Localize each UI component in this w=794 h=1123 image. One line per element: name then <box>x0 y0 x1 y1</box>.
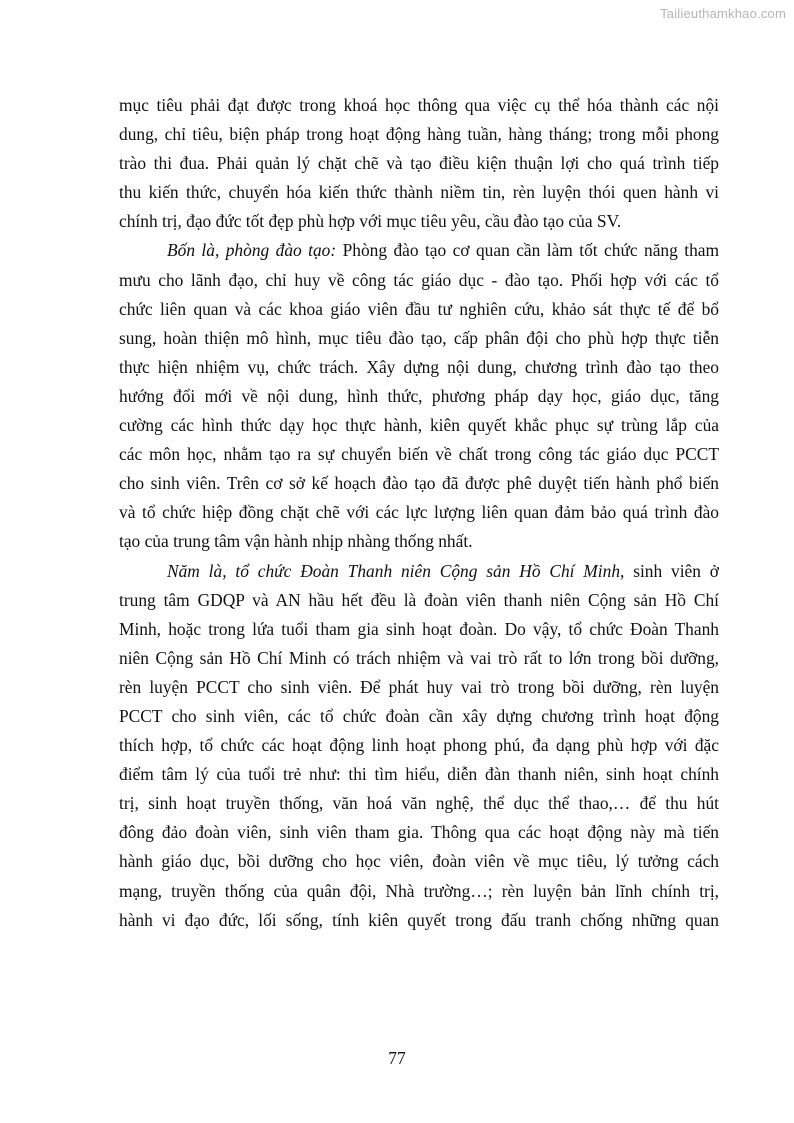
text-line <box>119 586 719 615</box>
text-line <box>119 527 719 556</box>
line-text: dung, chỉ tiêu, biện pháp trong hoạt động hàng tuần, hàng tháng; trong mỗi phong <box>119 124 719 145</box>
text-line <box>119 673 719 702</box>
text-line <box>119 877 719 906</box>
line-text: PCCT cho sinh viên, các tổ chức đoàn cần xây dựng chương trình hoạt động <box>119 705 719 726</box>
line-text: chức liên quan và các khoa giáo viên đầu tư nghiên cứu, khảo sát thực tế để bổ <box>119 298 719 319</box>
line-text: cho sinh viên. Trên cơ sở kế hoạch đào tạo đã được phê duyệt tiến hành phổ biến <box>119 473 719 494</box>
line-text: rèn luyện PCCT cho sinh viên. Để phát huy vai trò trong bồi dưỡng, rèn luyện <box>119 676 719 697</box>
paragraph <box>119 91 719 236</box>
text-line <box>119 149 719 178</box>
line-text: Phòng đào tạo cơ quan cần làm tốt chức năng tham <box>336 240 719 261</box>
paragraph <box>119 236 719 556</box>
text-line <box>119 295 719 324</box>
text-line <box>119 789 719 818</box>
line-text: chính trị, đạo đức tốt đẹp phù hợp với mục tiêu yêu, cầu đào tạo của SV. <box>119 211 622 232</box>
text-line <box>119 760 719 789</box>
line-text: cường các hình thức dạy học thực hành, kiên quyết khắc phục sự trùng lắp của <box>119 415 719 436</box>
text-line <box>119 906 719 935</box>
line-text: mục tiêu phải đạt được trong khoá học thông qua việc cụ thể hóa thành các nội <box>119 95 719 115</box>
line-text: điểm tâm lý của tuổi trẻ như: thi tìm hiểu, diễn đàn thanh niên, sinh hoạt chính <box>119 764 719 785</box>
text-line <box>119 324 719 353</box>
line-text: trào thi đua. Phải quản lý chặt chẽ và tạo điều kiện thuận lợi cho quá trình tiếp <box>119 153 719 174</box>
line-text: thu kiến thức, chuyển hóa kiến thức thành niềm tin, rèn luyện thói quen hành vi <box>119 182 719 203</box>
text-line <box>119 411 719 440</box>
line-text: Minh, hoặc trong lứa tuổi tham gia sinh hoạt đoàn. Do vậy, tổ chức Đoàn Thanh <box>119 618 719 639</box>
text-line <box>119 469 719 498</box>
italic-lead: Năm là, tổ chức Đoàn Thanh niên Cộng sản Hồ Chí Minh <box>167 560 621 581</box>
line-text: thực hiện nhiệm vụ, chức trách. Xây dựng nội dung, chương trình đào tạo theo <box>119 356 719 377</box>
line-text: hành vi đạo đức, lối sống, tính kiên quyết trong đấu tranh chống những quan <box>119 909 719 930</box>
text-line <box>119 120 719 149</box>
italic-lead: Bốn là, phòng đào tạo: <box>167 240 337 261</box>
text-line <box>119 382 719 411</box>
text-line <box>119 847 719 876</box>
text-line <box>119 731 719 760</box>
text-line <box>119 557 719 586</box>
text-line <box>119 615 719 644</box>
line-text: mạng, truyền thống của quân đội, Nhà trường…; rèn luyện bản lĩnh chính trị, <box>119 880 719 901</box>
line-text: trị, sinh hoạt truyền thống, văn hoá văn nghệ, thể dục thể thao,… để thu hút <box>119 793 719 814</box>
line-text: đông đảo đoàn viên, sinh viên tham gia. Thông qua các hoạt động này mà tiến <box>119 822 719 843</box>
line-text: trung tâm GDQP và AN hầu hết đều là đoàn viên thanh niên Cộng sản Hồ Chí <box>119 589 719 610</box>
page-body <box>119 91 719 935</box>
paragraph <box>119 557 719 935</box>
line-text: sung, hoàn thiện mô hình, mục tiêu đào tạo, cấp phân đội cho phù hợp thực tiễn <box>119 327 719 348</box>
line-text: tạo của trung tâm vận hành nhịp nhàng thống nhất. <box>119 531 473 552</box>
text-line <box>119 440 719 469</box>
line-text: , sinh viên ở <box>620 560 719 581</box>
line-text: hành giáo dục, bồi dưỡng cho học viên, đoàn viên về mục tiêu, lý tưởng cách <box>119 851 719 872</box>
line-text: thích hợp, tổ chức các hoạt động linh hoạt phong phú, đa dạng phù hợp với đặc <box>119 735 719 756</box>
line-text: các môn học, nhằm tạo ra sự chuyển biến về chất trong công tác giáo dục PCCT <box>119 444 719 465</box>
text-line <box>119 91 719 120</box>
line-text: và tổ chức hiệp đồng chặt chẽ với các lực lượng liên quan đảm bảo quá trình đào <box>119 502 719 523</box>
text-line <box>119 644 719 673</box>
page-number: 77 <box>388 1048 406 1068</box>
text-line <box>119 266 719 295</box>
line-text: niên Cộng sản Hồ Chí Minh có trách nhiệm và vai trò rất to lớn trong bồi dưỡng, <box>119 647 719 668</box>
watermark: Tailieuthamkhao.com <box>660 6 786 21</box>
text-line <box>119 498 719 527</box>
text-line <box>119 178 719 207</box>
text-line <box>119 818 719 847</box>
text-line <box>119 236 719 265</box>
line-text: mưu cho lãnh đạo, chỉ huy về công tác giáo dục - đào tạo. Phối hợp với các tổ <box>119 269 719 290</box>
line-text: hướng đổi mới về nội dung, hình thức, phương pháp dạy học, giáo dục, tăng <box>119 385 719 406</box>
text-line <box>119 207 719 236</box>
text-line <box>119 702 719 731</box>
text-line <box>119 353 719 382</box>
